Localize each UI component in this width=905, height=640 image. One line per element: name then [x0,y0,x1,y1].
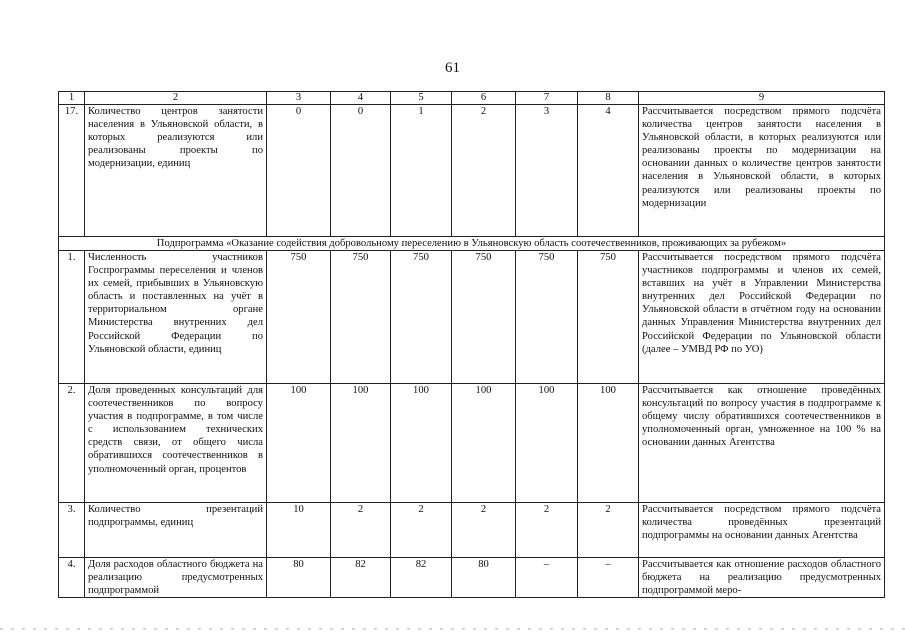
calculation-method: Рассчитывается посредством прямого подсчёта участников подпрограммы и членов их семей, вставших на учёт в Управлении Министерства внутренних дел Российской Федерации по Ульяновской области в отчётном году на основании данных Управления Министерства внутренних дел Российской Федерации по Ульяновской области (далее – УМВД РФ по УО) [639,251,885,384]
indicator-name: Доля расходов областного бюджета на реализацию предусмотренных подпрограммой [85,558,267,598]
calculation-method: Рассчитывается как отношение расходов областного бюджета на реализацию предусмотренных подпрограммой меро- [639,558,885,598]
value-cell: 0 [267,105,331,237]
header-cell: 9 [639,92,885,105]
value-cell: 750 [267,251,331,384]
value-cell: 100 [267,384,331,503]
header-cell: 8 [578,92,639,105]
value-cell: 2 [452,503,516,558]
value-cell: 80 [267,558,331,598]
value-cell: 1 [391,105,452,237]
value-cell: 750 [452,251,516,384]
row-index: 4. [59,558,85,598]
indicator-name: Численность участников Госпрограммы переселения и членов их семей, прибывших в Ульяновскую область и поставленных на учёт в территориальном органе Министерства внутренних дел Российской Федерации по Ульяновской области, единиц [85,251,267,384]
subprogram-title: Подпрограмма «Оказание содействия добровольному переселению в Ульяновскую область соотечественников, проживающих за рубежом» [59,237,885,251]
row-index: 3. [59,503,85,558]
value-cell: 2 [452,105,516,237]
value-cell: 2 [578,503,639,558]
page-number: 61 [445,60,460,76]
table-row [59,558,885,598]
column-number-header [59,92,885,105]
value-cell: 82 [331,558,391,598]
header-cell: 6 [452,92,516,105]
value-cell: 100 [391,384,452,503]
table-row [59,503,885,558]
scan-edge-noise [0,628,905,630]
value-cell: 82 [391,558,452,598]
value-cell: 2 [516,503,578,558]
calculation-method: Рассчитывается посредством прямого подсчёта количества проведённых презентаций подпрограммы на основании данных Агентства [639,503,885,558]
indicators-table [58,91,885,598]
header-cell: 3 [267,92,331,105]
subprogram-heading-row [59,237,885,251]
value-cell: – [578,558,639,598]
value-cell: 2 [331,503,391,558]
table-row [59,251,885,384]
value-cell: 750 [331,251,391,384]
value-cell: – [516,558,578,598]
row-index: 2. [59,384,85,503]
value-cell: 100 [578,384,639,503]
table-row [59,105,885,237]
calculation-method: Рассчитывается как отношение проведённых консультаций по вопросу участия в подпрограмме к общему числу обратившихся соотечественников в уполномоченный орган, умноженное на 100 % на основании данных Агентства [639,384,885,503]
value-cell: 750 [516,251,578,384]
indicator-name: Количество презентаций подпрограммы, единиц [85,503,267,558]
value-cell: 0 [331,105,391,237]
header-cell: 2 [85,92,267,105]
value-cell: 10 [267,503,331,558]
table-row [59,384,885,503]
indicator-name: Количество центров занятости населения в Ульяновской области, в которых реализуются или реализованы проекты по модернизации, единиц [85,105,267,237]
value-cell: 100 [331,384,391,503]
value-cell: 4 [578,105,639,237]
value-cell: 2 [391,503,452,558]
value-cell: 3 [516,105,578,237]
value-cell: 750 [578,251,639,384]
value-cell: 100 [516,384,578,503]
calculation-method: Рассчитывается посредством прямого подсчёта количества центров занятости населения в Ульяновской области, в которых реализуются или реализованы проекты по модернизации на основании данных о количестве центров занятости населения в Ульяновской области, в которых реализуются или реализованы проекты по модернизации [639,105,885,237]
header-cell: 7 [516,92,578,105]
indicator-name: Доля проведенных консультаций для соотечественников по вопросу участия в подпрограмме, в том числе с использованием технических средств связи, от общего числа обратившихся соотечественников в уполномоченный орган, процентов [85,384,267,503]
header-cell: 4 [331,92,391,105]
header-cell: 5 [391,92,452,105]
value-cell: 100 [452,384,516,503]
header-cell: 1 [59,92,85,105]
value-cell: 80 [452,558,516,598]
value-cell: 750 [391,251,452,384]
row-index: 1. [59,251,85,384]
row-index: 17. [59,105,85,237]
